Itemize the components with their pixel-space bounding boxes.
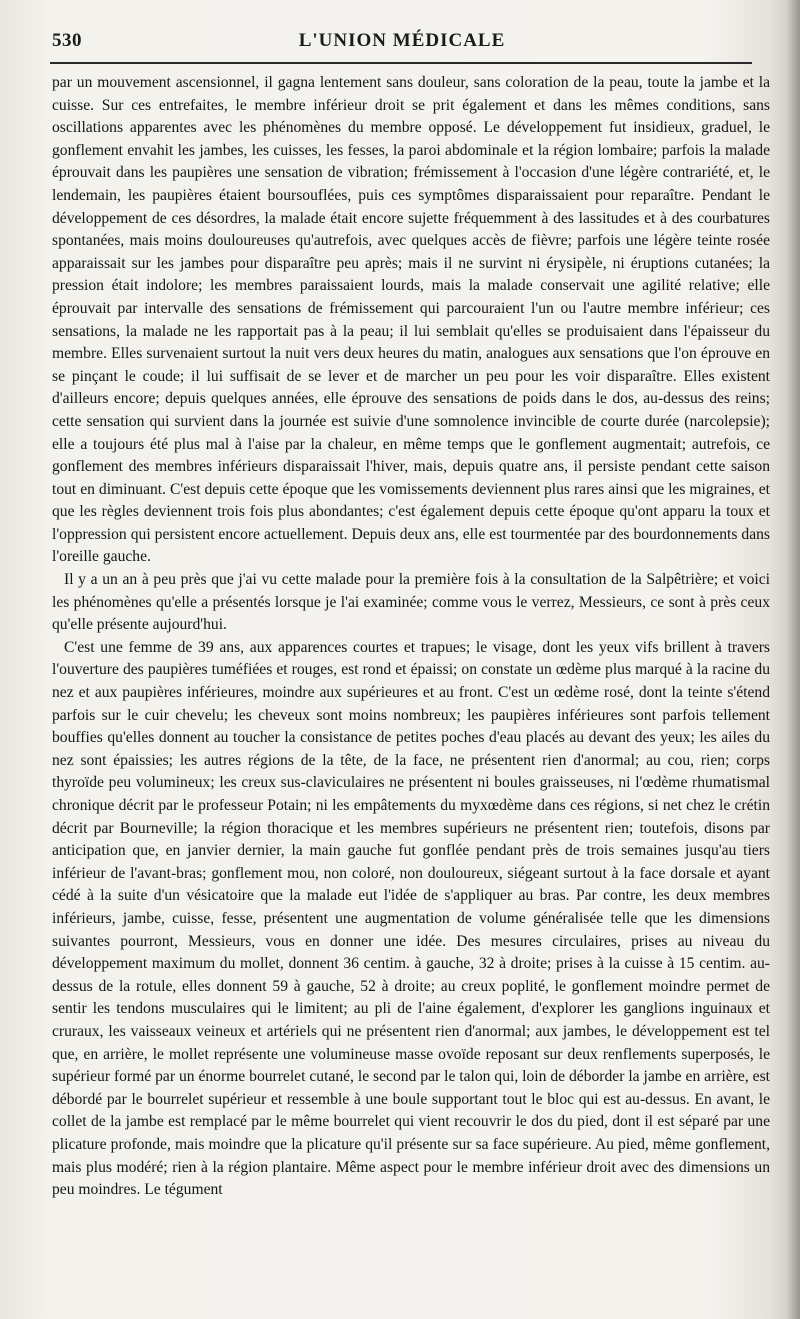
running-header: [52, 30, 752, 56]
paragraph-continuation: par un mouvement ascensionnel, il gagna lentement sans douleur, sans coloration de la peau, toute la jambe et la cuisse. Sur ces entrefaites, le membre inférieur droit se prit également et dans les mêmes conditions, sans oscillations apparentes avec les phénomènes du membre opposé. Le développement fut insidieux, graduel, le gonflement envahit les jambes, les cuisses, les fesses, la paroi abdominale et la région lombaire; parfois la malade éprouvait dans les paupières une sensation de vibration; frémissement à l'occasion d'une légère contrariété, et, le lendemain, les paupières étaient boursouflées, puis ces symptômes disparaissaient pour reparaître. Pendant le développement de ces désordres, la malade était encore sujette fréquemment à des lassitudes et à des courbatures spontanées, mais moins douloureuses qu'autrefois, avec quelques accès de fièvre; parfois une légère teinte rosée apparaissait sur les jambes pour disparaître peu après; mais il ne survint ni érysipèle, ni éruptions cutanées; la pression était indolore; les membres paraissaient lourds, mais la malade conservait une agilité relative; elle éprouvait par intervalle des sensations de frémissement qui parcouraient l'un ou l'autre membre inférieur; ces sensations, la malade ne les rapportait pas à la peau; il lui semblait qu'elles se produisaient dans l'épaisseur du membre. Elles survenaient surtout la nuit vers deux heures du matin, analogues aux sensations que l'on éprouve en se pinçant le coude; il lui suffisait de se lever et de marcher un peu pour les voir disparaître. Elles existent d'ailleurs encore; depuis quelques années, elle éprouve des sensations de poids dans le dos, au-dessus des reins; cette sensation qui survient dans la journée est suivie d'une somnolence invincible de courte durée (narcolepsie); elle a toujours été plus mal à l'aise par la chaleur, en même temps que le gonflement augmentait; autrefois, ce gonflement des membres inférieurs disparaissait l'hiver, mais, depuis quatre ans, il persiste pendant cette saison tout en diminuant. C'est depuis cette époque que les vomissements deviennent plus rares ainsi que les migraines, et que les règles deviennent trois fois plus abondantes; c'est également depuis cette époque qu'ont apparu la toux et l'oppression qui persistent encore actuellement. Depuis deux ans, elle est tourmentée par des bourdonnements dans l'oreille gauche.: [52, 74, 770, 566]
article-body: [52, 72, 770, 1202]
paragraph-examination: C'est une femme de 39 ans, aux apparences courtes et trapues; le visage, dont les yeux vifs brillent à travers l'ouverture des paupières tuméfiées et rouges, est rond et épaissi; on constate un œdème plus marqué à la racine du nez et aux paupières inférieures, moindre aux supérieures et au front. C'est un œdème rosé, dont la teinte s'étend parfois sur le cuir chevelu; les cheveux sont moins nombreux; les paupières inférieures sont parfois tellement bouffies qu'elles donnent au toucher la consistance de petites poches d'eau placés au devant des yeux; les ailes du nez sont épaissies; les autres régions de la tête, de la face, ne présentent rien d'anormal; au cou, rien; corps thyroïde peu volumineux; les creux sus-claviculaires ne présentent ni boules graisseuses, ni l'œdème rhumatismal chronique décrit par le professeur Potain; ni les empâtements du myxœdème dans ces régions, si net chez le crétin décrit par Bourneville; la région thoracique et les membres supérieurs ne présentent rien; toutefois, disons par anticipation que, en janvier dernier, la main gauche fut gonflée pendant près de trois semaines jusqu'au tiers inférieur de l'avant-bras; gonflement mou, non coloré, non douloureux, siégeant surtout à la face dorsale et ayant cédé à la suite d'un vésicatoire que la malade eut l'idée de s'appliquer au bras. Par contre, les deux membres inférieurs, jambe, cuisse, fesse, présentent une augmentation de volume généralisée telle que les dimensions suivantes pourront, Messieurs, vous en donner une idée. Des mesures circulaires, prises au niveau du développement maximum du mollet, donnent 36 centim. à gauche, 32 à droite; prises à la cuisse à 15 centim. au-dessus de la rotule, elles donnent 59 à gauche, 52 à droite; au creux poplité, le gonflement moindre permet de sentir les tendons musculaires qui le limitent; au pli de l'aine également, d'explorer les ganglions inguinaux et cruraux, les vaisseaux veineux et artériels qui ne présentent rien d'anormal; aux jambes, le développement est tel que, en arrière, le mollet représente une volumineuse masse ovoïde reposant sur deux renflements superposés, le supérieur formé par un énorme bourrelet cutané, le second par le talon qui, loin de déborder la jambe en arrière, est débordé par le bourrelet supérieur et ressemble à une boule supportant tout le bloc qui est au-dessus. En avant, le collet de la jambe est remplacé par le même bourrelet qui vient recouvrir le dos du pied, dont il est séparé par une plicature profonde, mais moindre que la plicature qu'il présente sur sa face supérieure. Au pied, même gonflement, mais plus modéré; rien à la région plantaire. Même aspect pour le membre inférieur droit avec des dimensions un peu moindres. Le tégument: [52, 638, 770, 1199]
paragraph-consultation: Il y a un an à peu près que j'ai vu cette malade pour la première fois à la consultation de la Salpêtrière; et voici les phénomènes qu'elle a présentés lorsque je l'ai examinée; comme vous le verrez, Messieurs, ce sont à près ceux qu'elle présente aujourd'hui.: [52, 571, 770, 634]
header-rule: [50, 62, 752, 64]
journal-title: L'UNION MÉDICALE: [298, 30, 506, 51]
page-number: 530: [52, 30, 82, 51]
page-edge-shadow: [786, 0, 800, 1319]
